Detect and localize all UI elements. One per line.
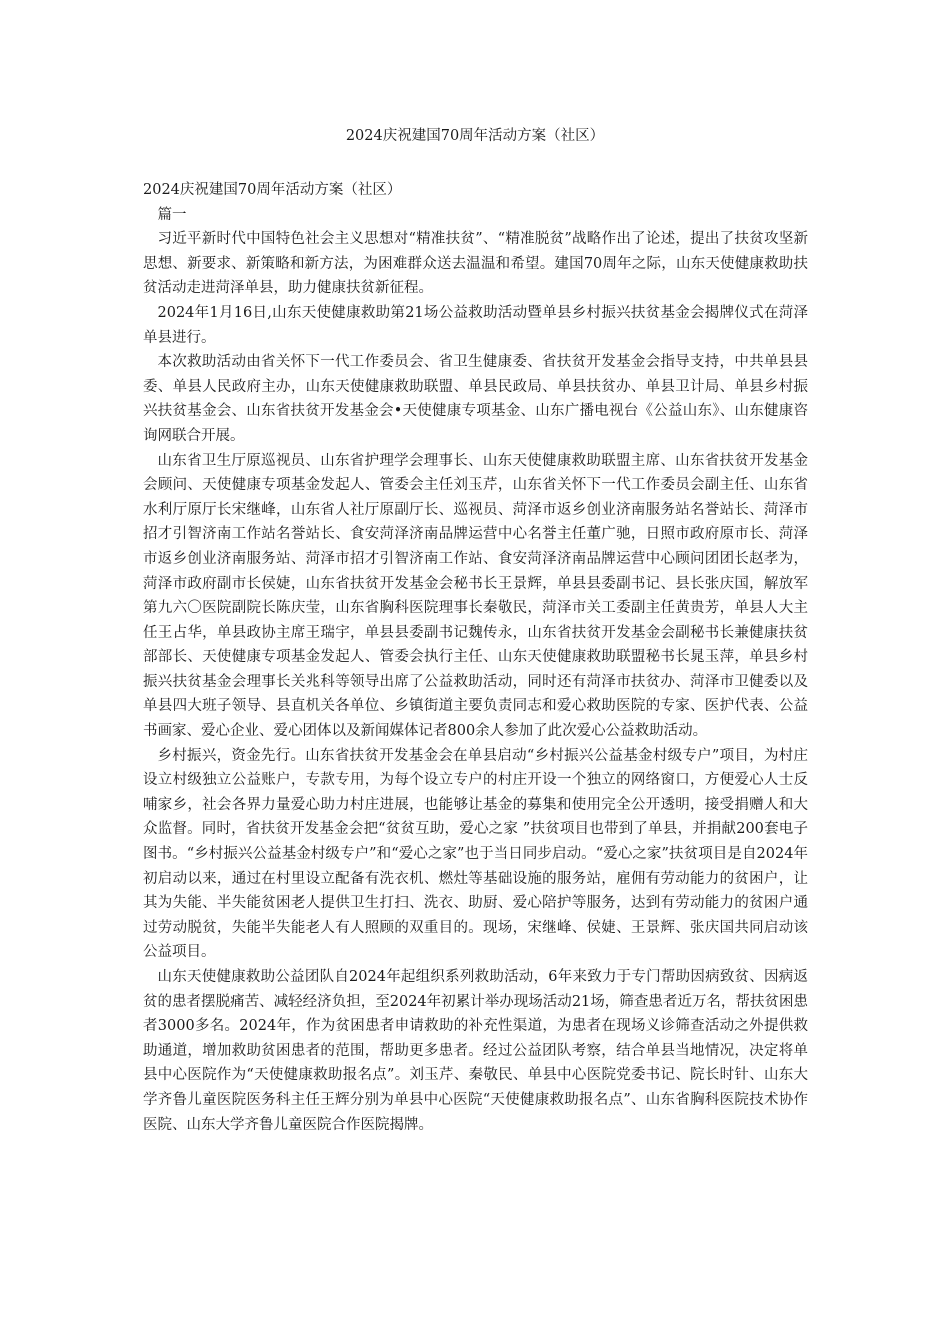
- document-title: 2024庆祝建国70周年活动方案（社区）: [345, 128, 605, 144]
- paragraph: 山东省卫生厅原巡视员、山东省护理学会理事长、山东天使健康救助联盟主席、山东省扶贫开发基金会顾问、天使健康专项基金发起人、管委会主任刘玉芹，山东省关怀下一代工作委员会副主任、山东省水利厅原厅长宋继峰，山东省人社厅原副厅长、巡视员、菏泽市返乡创业济南服务站名誉站长、菏泽市招才引智济南工作站名誉站长、食安菏泽济南品牌运营中心名誉主任董广驰，日照市政府原市长、菏泽市返乡创业济南服务站、菏泽市招才引智济南工作站、食安菏泽济南品牌运营中心顾问团团长赵孝为，菏泽市政府副市长侯婕，山东省扶贫开发基金会秘书长王景辉，单县县委副书记、县长张庆国，解放军第九六〇医院副院长陈庆莹，山东省胸科医院理事长秦敬民，菏泽市关工委副主任黄贵芳，单县人大主任王占华，单县政协主席王瑞宇，单县县委副书记魏传永，山东省扶贫开发基金会副秘书长兼健康扶贫部部长、天使健康专项基金发起人、管委会执行主任、山东天使健康救助联盟秘书长晁玉萍，单县乡村振兴扶贫基金会理事长关兆科等领导出席了公益救助活动，同时还有菏泽市扶贫办、菏泽市卫健委以及单县四大班子领导、县直机关各单位、乡镇街道主要负责同志和爱心救助医院的专家、医护代表、公益书画家、爱心企业、爱心团体以及新闻媒体记者800余人参加了此次爱心公益救助活动。: [143, 452, 808, 740]
- paragraph: 乡村振兴，资金先行。山东省扶贫开发基金会在单县启动“乡村振兴公益基金村级专户”项目，为村庄设立村级独立公益账户，专款专用，为每个设立专户的村庄开设一个独立的网络窗口，方便爱心人士反哺家乡，社会各界力量爱心助力村庄进展，也能够让基金的募集和使用完全公开透明，接受捐赠人和大众监督。同时，省扶贫开发基金会把“贫贫互助，爱心之家 ”扶贫项目也带到了单县，并捐献200套电子图书。“乡村振兴公益基金村级专户”和“爱心之家”也于当日同步启动。“爱心之家”扶贫项目是自2024年初启动以来，通过在村里设立配备有洗衣机、燃灶等基础设施的服务站，雇佣有劳动能力的贫困户，让其为失能、半失能贫困老人提供卫生打扫、洗衣、助厨、爱心陪护等服务，达到有劳动能力的贫困户通过劳动脱贫，失能半失能老人有人照顾的双重目的。现场，宋继峰、侯婕、王景辉、张庆国共同启动该公益项目。: [143, 747, 808, 961]
- paragraph: 山东天使健康救助公益团队自2024年起组织系列救助活动，6年来致力于专门帮助因病致贫、因病返贫的患者摆脱痛苦、减轻经济负担，至2024年初累计举办现场活动21场，筛查患者近万名，帮扶贫困患者3000多名。2024年，作为贫困患者申请救助的补充性渠道，为患者在现场义诊筛查活动之外提供救助通道，增加救助贫困患者的范围，帮助更多患者。经过公益团队考察，结合单县当地情况，决定将单县中心医院作为“天使健康救助报名点”。刘玉芹、秦敬民、单县中心医院党委书记、院长时针、山东大学齐鲁儿童医院医务科主任王辉分别为单县中心医院“天使健康救助报名点”、山东省胸科医院技术协作医院、山东大学齐鲁儿童医院合作医院揭牌。: [143, 969, 808, 1133]
- paragraph: 2024年1月16日,山东天使健康救助第21场公益救助活动暨单县乡村振兴扶贫基金会揭牌仪式在菏泽单县进行。: [143, 304, 808, 346]
- paragraph: 习近平新时代中国特色社会主义思想对“精准扶贫”、“精准脱贫”战略作出了论述，提出了扶贫攻坚新思想、新要求、新策略和新方法，为困难群众送去温温和希望。建国70周年之际，山东天使健康救助扶贫活动走进菏泽单县，助力健康扶贫新征程。: [143, 231, 808, 297]
- paragraph: 本次救助活动由省关怀下一代工作委员会、省卫生健康委、省扶贫开发基金会指导支持，中共单县县委、单县人民政府主办，山东天使健康救助联盟、单县民政局、单县扶贫办、单县卫计局、单县乡村振兴扶贫基金会、山东省扶贫开发基金会•天使健康专项基金、山东广播电视台《公益山东》、山东健康咨询网联合开展。: [143, 354, 808, 444]
- document-subtitle: 2024庆祝建国70周年活动方案（社区）: [143, 182, 402, 198]
- section-label: 篇一: [157, 206, 187, 223]
- document-body: [143, 178, 808, 1137]
